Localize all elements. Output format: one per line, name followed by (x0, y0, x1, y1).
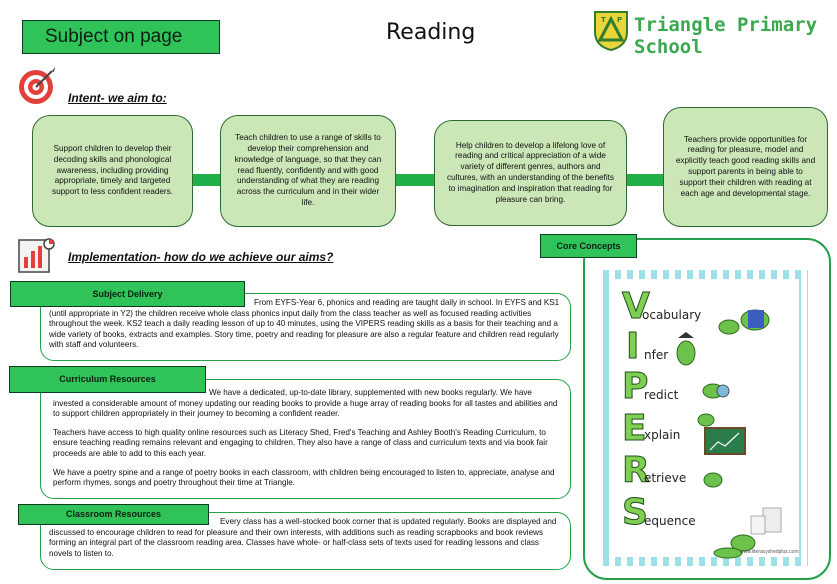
aim-text: Teachers provide opportunities for reading for pleasure, model and explicitly teach good reading skills and support parents in being able to support their children with reading at each age and developmental stage. (675, 134, 816, 198)
target-icon (16, 66, 56, 111)
aim-box-3 (434, 120, 627, 226)
vipers-letter: S (622, 492, 648, 533)
implementation-heading: Implementation- how do we achieve our aims? (68, 250, 334, 264)
subject-delivery-text: From EYFS-Year 6, phonics and reading are taught daily in school. In EYFS and KS1 (until appropriate in Y2) the children receive whole class phonics input daily from the class teacher as well as focused reading activities throughout the week. KS2 teach a daily reading lesson of up to 40 minutes, using the VIPERS reading skills as a basis for their teaching and a wide variety of books, extracts and examples. Story time, poetry and reading for pleasure are also a regular feature and children read regularly with staff and volunteers. (49, 298, 560, 350)
vipers-word: ocabulary (642, 308, 702, 322)
aim-text: Support children to develop their decoding skills and phonological awareness, including providing appropriate, timely and targeted support to less confident readers. (51, 144, 174, 197)
vipers-word: nfer (644, 348, 669, 362)
vipers-letter: V (622, 286, 650, 327)
page-title: Reading (386, 20, 476, 45)
vipers-letter: P (622, 366, 649, 407)
subject-label: Subject on page (22, 20, 220, 54)
curriculum-paragraph: We have a poetry spine and a range of poetry books in each classroom, with children being encouraged to listen to, appreciate, analyse and perform rhymes, songs and poetry throughout their time at Triangle. (53, 467, 555, 488)
classroom-resources-text: Every class has a well-stocked book corner that is updated regularly. Books are displayed and discussed to encourage children to read for pleasure and their own interests, with additions such as reading scrapbooks and book reviews forming an integral part of the classroom reading area. Classes have whole- or half-class sets of texts used for reading lessons and class novels to listen to. (49, 517, 557, 558)
aim-text: Teach children to use a range of skills to develop their comprehension and knowledge of language, so that they can read fluently, confidently and with good understanding of what they are reading across the curriculum and in their wider life. (234, 133, 382, 207)
aim-text: Help children to develop a lifelong love of reading and critical appreciation of a wide variety of different genres, authors and cultures, with an understanding of the benefits to imagination and inspiration that reading for pleasure can bring. (446, 140, 615, 204)
vipers-item-explain (622, 408, 681, 449)
vipers-item-predict (622, 366, 679, 407)
aim-box-4 (663, 107, 828, 227)
vipers-word: equence (644, 514, 696, 528)
vipers-word: xplain (644, 428, 681, 442)
subject-delivery-tag: Subject Delivery (10, 281, 245, 307)
school-name: Triangle Primary School (634, 14, 818, 58)
vipers-letter: R (622, 450, 650, 491)
vipers-letter: E (622, 408, 647, 449)
curriculum-resources-box (40, 379, 571, 499)
curriculum-resources-tag: Curriculum Resources (9, 366, 206, 393)
implementation-chart-icon (16, 237, 56, 280)
vipers-item-retrieve (622, 450, 687, 491)
curriculum-paragraph: Teachers have access to high quality online resources such as Literacy Shed, Fred's Teaching and Ashley Booth's Reading Curriculum, to ensure teaching reading remains relevant and engaging to children. They also have a range of class and curriculum texts and via book fair proceeds are able to add to this each year. (53, 427, 548, 458)
vipers-credit: www.literacyshedplus.com (740, 549, 799, 555)
vipers-item-sequence (622, 492, 696, 533)
core-concepts-tag: Core Concepts (540, 234, 637, 258)
vipers-word: etrieve (644, 471, 687, 485)
curriculum-paragraph: We have a dedicated, up-to-date library, supplemented with new books regularly. We have invested a considerable amount of money updating our reading books to provide a huge array of reading books for all tastes and abilities and to support children appropriately in their journey to becoming a confident reader. (53, 388, 558, 419)
vipers-word: redict (644, 388, 679, 402)
classroom-resources-tag: Classroom Resources (18, 504, 209, 525)
intent-heading: Intent- we aim to: (68, 91, 167, 105)
vipers-item-vocabulary (622, 286, 702, 327)
aim-box-2 (220, 115, 396, 227)
aim-box-1 (32, 115, 193, 227)
vipers-item-infer (626, 326, 669, 367)
svg-text:T: T (601, 16, 606, 24)
vipers-letter: I (626, 326, 640, 367)
svg-text:P: P (617, 16, 623, 24)
school-logo (593, 10, 629, 52)
